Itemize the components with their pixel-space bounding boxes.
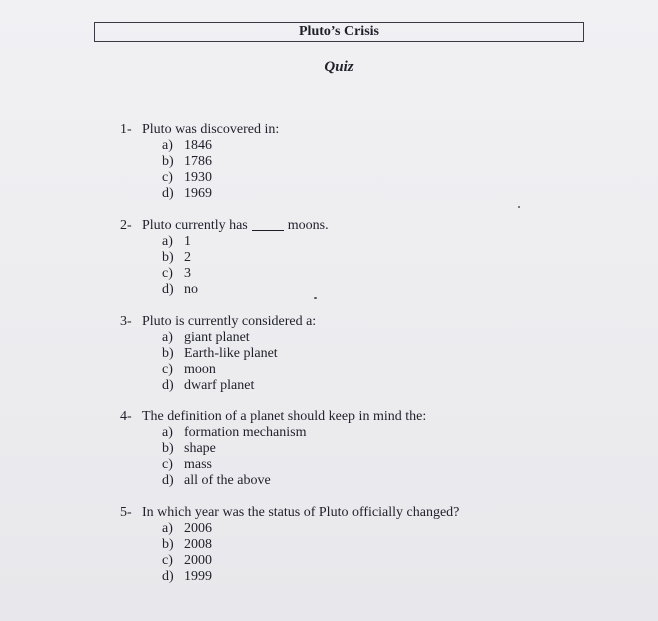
question-number: 4- <box>120 409 132 424</box>
question-5 <box>120 505 620 585</box>
option-text: 1999 <box>184 569 212 584</box>
question-number: 2- <box>120 218 132 233</box>
option-text: 1930 <box>184 170 212 185</box>
option-text: 1786 <box>184 154 212 169</box>
question-number: 1- <box>120 122 132 137</box>
option-a: a) 2006 <box>162 521 212 536</box>
question-number: 3- <box>120 314 132 329</box>
page-subtitle: Quiz <box>324 59 354 75</box>
option-text: 1969 <box>184 186 212 201</box>
option-text: dwarf planet <box>184 378 255 393</box>
option-text: 2006 <box>184 521 212 536</box>
question-text <box>120 314 620 330</box>
option-d: d) 1999 <box>162 569 212 584</box>
question-prompt: Pluto was discovered in: <box>142 122 280 137</box>
option-list <box>120 330 620 394</box>
question-text <box>120 218 620 234</box>
option-list <box>120 521 620 585</box>
option-text: 2 <box>184 250 191 265</box>
question-text <box>120 122 620 138</box>
option-list <box>120 234 620 298</box>
option-a: a) 1 <box>162 234 191 249</box>
option-a: a) 1846 <box>162 138 212 153</box>
option-list <box>120 425 620 489</box>
option-text: 2008 <box>184 537 212 552</box>
option-text: shape <box>184 441 216 456</box>
option-text: 2000 <box>184 553 212 568</box>
answer-blank <box>252 218 284 231</box>
option-d: d) all of the above <box>162 473 271 488</box>
option-a: a) giant planet <box>162 330 250 345</box>
option-text: moon <box>184 362 216 377</box>
option-text: 1846 <box>184 138 212 153</box>
option-list <box>120 138 620 202</box>
page-title: Pluto’s Crisis <box>94 22 584 42</box>
option-d: d) 1969 <box>162 186 212 201</box>
option-b: b) Earth-like planet <box>162 346 278 361</box>
question-text <box>120 409 620 425</box>
option-b: b) 2008 <box>162 537 212 552</box>
question-prompt-before: Pluto currently has <box>142 218 248 233</box>
option-a: a) formation mechanism <box>162 425 307 440</box>
option-text: Earth-like planet <box>184 346 278 361</box>
question-prompt: The definition of a planet should keep in mind the: <box>142 409 427 424</box>
option-d: d) dwarf planet <box>162 378 255 393</box>
paper-speck <box>518 206 520 208</box>
option-c: c) 3 <box>162 266 191 281</box>
option-text: no <box>184 282 198 297</box>
option-c: c) moon <box>162 362 216 377</box>
question-1 <box>120 122 620 202</box>
question-prompt: In which year was the status of Pluto officially changed? <box>142 505 460 520</box>
option-text: 3 <box>184 266 191 281</box>
option-text: formation mechanism <box>184 425 307 440</box>
option-b: b) shape <box>162 441 216 456</box>
question-number: 5- <box>120 505 132 520</box>
option-d: d) no <box>162 282 198 297</box>
option-c: c) 1930 <box>162 170 212 185</box>
option-c: c) mass <box>162 457 212 472</box>
question-prompt-after: moons. <box>287 218 329 233</box>
question-4 <box>120 409 620 489</box>
question-prompt: Pluto is currently considered a: <box>142 314 317 329</box>
question-3 <box>120 314 620 394</box>
option-text: giant planet <box>184 330 250 345</box>
option-b: b) 1786 <box>162 154 212 169</box>
option-text: all of the above <box>184 473 271 488</box>
option-b: b) 2 <box>162 250 191 265</box>
question-text <box>120 505 620 521</box>
paper-speck <box>314 297 317 299</box>
question-2 <box>120 218 620 298</box>
option-text: mass <box>184 457 212 472</box>
option-c: c) 2000 <box>162 553 212 568</box>
option-text: 1 <box>184 234 191 249</box>
